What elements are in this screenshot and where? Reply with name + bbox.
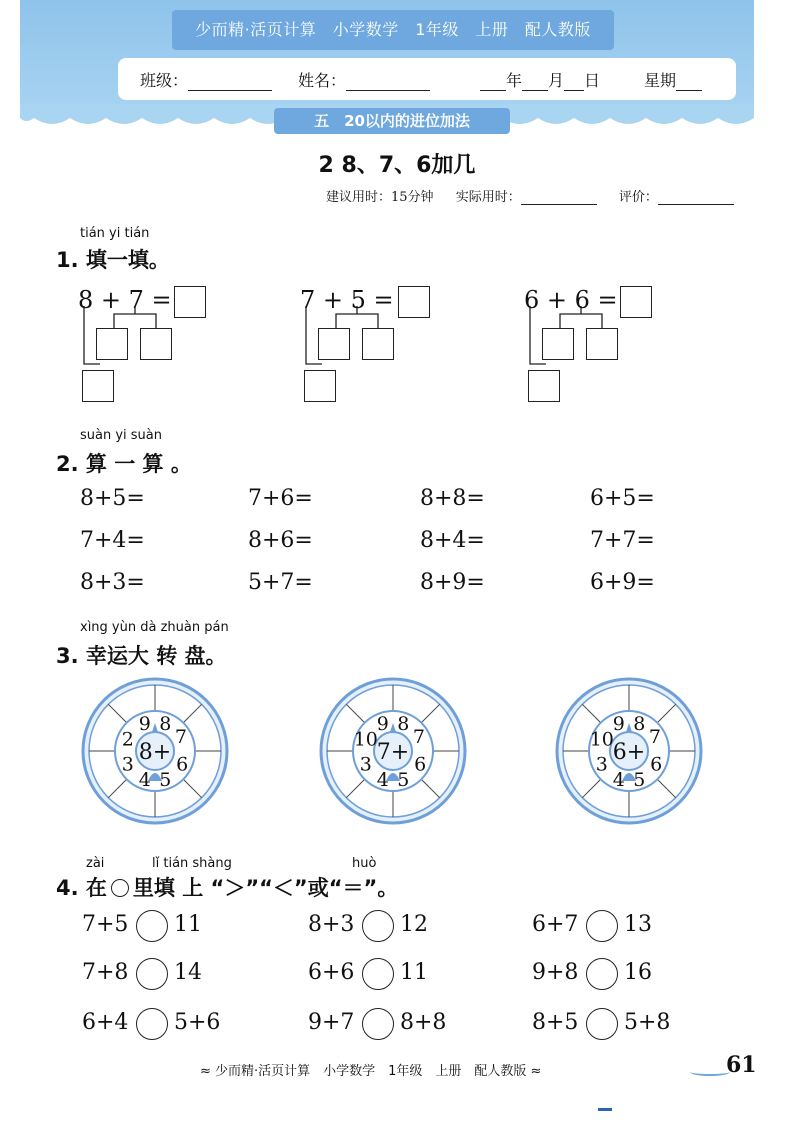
wheel-number: 7 (174, 726, 188, 748)
wheel-number: 7 (648, 726, 662, 748)
fill-group-1 (78, 286, 238, 416)
wheel-number: 10 (353, 728, 378, 751)
actual-time-label: 实际用时： (455, 190, 521, 205)
compare-circle[interactable] (586, 910, 618, 942)
compare-right: 16 (624, 960, 652, 985)
year-label: 年 (506, 71, 523, 90)
calc-item[interactable]: 8+6= (248, 528, 313, 553)
compare-right: 14 (174, 960, 202, 985)
date-field[interactable] (480, 68, 600, 91)
compare-left: 9+8 (532, 960, 579, 985)
equation: 6 + 6 = (524, 286, 618, 314)
class-label: 班级： (140, 71, 189, 90)
split-box[interactable] (318, 328, 350, 360)
split-box[interactable] (140, 328, 172, 360)
section2-title: 2. 算 一 算 。 (56, 452, 192, 476)
fill-group-3 (524, 286, 684, 416)
lucky-wheel-1[interactable] (80, 676, 230, 826)
section1-pinyin: tián yi tián (80, 226, 150, 241)
equation: 7 + 5 = (300, 286, 394, 314)
section1-title: 1. 填一填。 (56, 248, 170, 272)
calc-item[interactable]: 6+9= (590, 570, 655, 595)
month-label: 月 (548, 71, 565, 90)
compare-left: 9+7 (308, 1010, 355, 1035)
calc-item[interactable]: 8+5= (80, 486, 145, 511)
rating-blank[interactable] (658, 187, 734, 205)
circle-icon (111, 879, 129, 897)
wheel-number: 3 (595, 753, 608, 776)
wheel-number: 6 (414, 753, 427, 776)
split-box[interactable] (542, 328, 574, 360)
compare-left: 6+6 (308, 960, 355, 985)
wheel-number: 4 (138, 769, 151, 792)
answer-box[interactable] (620, 286, 652, 318)
wheel-center-label: 7+ (376, 740, 410, 765)
wheel-number: 4 (612, 769, 625, 792)
compare-left: 8+3 (308, 912, 355, 937)
wheel-number: 4 (376, 769, 389, 792)
day-label: 日 (584, 71, 601, 90)
compare-circle[interactable] (136, 910, 168, 942)
wheel-number: 5 (633, 769, 646, 792)
wheel-number: 3 (121, 753, 134, 776)
calc-item[interactable]: 8+8= (420, 486, 485, 511)
compare-left: 6+7 (532, 912, 579, 937)
calc-item[interactable]: 7+7= (590, 528, 655, 553)
split-box[interactable] (362, 328, 394, 360)
wheel-number: 9 (376, 712, 389, 735)
actual-time-blank[interactable] (521, 187, 597, 205)
wheel-number: 6 (176, 753, 189, 776)
wheel-number: 9 (612, 712, 625, 735)
page-swoosh-decoration (690, 1068, 730, 1076)
compare-right: 5+6 (174, 1010, 221, 1035)
sum-box[interactable] (528, 370, 560, 402)
wheel-number: 7 (412, 726, 426, 748)
section4-title-a: 4. 在 (56, 876, 107, 900)
section3-title: 3. 幸运大 转 盘。 (56, 644, 227, 668)
compare-circle[interactable] (136, 1008, 168, 1040)
suggested-time: 建议用时：15分钟 (326, 190, 434, 205)
compare-circle[interactable] (136, 958, 168, 990)
section4-title (56, 872, 398, 902)
rating-label: 评价： (618, 190, 658, 205)
wheel-number: 8 (397, 712, 410, 735)
section4-pinyin-zai: zài (86, 856, 105, 871)
fill-group-2 (300, 286, 460, 416)
wheel-number: 3 (359, 753, 372, 776)
bottom-mark (598, 1108, 612, 1111)
compare-right: 12 (400, 912, 428, 937)
compare-circle[interactable] (586, 958, 618, 990)
compare-right: 13 (624, 912, 652, 937)
class-field[interactable] (140, 68, 272, 91)
calc-item[interactable]: 8+4= (420, 528, 485, 553)
wheel-number: 5 (397, 769, 410, 792)
compare-circle[interactable] (586, 1008, 618, 1040)
unit-tab: 五 20以内的进位加法 (274, 108, 510, 134)
compare-circle[interactable] (362, 1008, 394, 1040)
section2-pinyin: suàn yi suàn (80, 428, 163, 443)
wheel-number: 8 (159, 712, 172, 735)
wheel-center-label: 6+ (612, 740, 646, 765)
compare-right: 11 (174, 912, 202, 937)
name-label: 姓名： (298, 71, 347, 90)
sum-box[interactable] (304, 370, 336, 402)
wheel-number: 6 (650, 753, 663, 776)
split-box[interactable] (96, 328, 128, 360)
compare-circle[interactable] (362, 958, 394, 990)
wheel-number: 9 (138, 712, 151, 735)
section3-pinyin: xìng yùn dà zhuàn pán (80, 620, 229, 635)
name-field[interactable] (298, 68, 430, 91)
answer-box[interactable] (398, 286, 430, 318)
wheel-number: 5 (159, 769, 172, 792)
wheel-number: 10 (589, 728, 614, 751)
section4-pinyin-li: lǐ tián shàng (152, 856, 232, 871)
footer-text: ≈ 少而精·活页计算 小学数学 1年级 上册 配人教版 ≈ (200, 1064, 542, 1079)
wheel-number: 2 (121, 728, 134, 751)
lesson-title: 2 8、7、6加几 (318, 153, 476, 178)
section4-pinyin-huo: huò (352, 856, 377, 871)
time-row (326, 186, 734, 205)
calc-item[interactable]: 6+5= (590, 486, 655, 511)
compare-right: 5+8 (624, 1010, 671, 1035)
wheel-center-label: 8+ (138, 740, 172, 765)
lucky-wheel-2[interactable] (318, 676, 468, 826)
book-title: 少而精·活页计算 小学数学 1年级 上册 配人教版 (172, 10, 614, 50)
lucky-wheel-3[interactable] (554, 676, 704, 826)
calc-item[interactable]: 7+6= (248, 486, 313, 511)
compare-left: 6+4 (82, 1010, 129, 1035)
section4-title-b: 里填 上 “＞”“＜”或“＝”。 (132, 876, 399, 900)
weekday-field[interactable] (644, 68, 702, 91)
sum-box[interactable] (82, 370, 114, 402)
weekday-label: 星期 (644, 71, 677, 90)
compare-right: 11 (400, 960, 428, 985)
compare-left: 8+5 (532, 1010, 579, 1035)
wheel-number: 8 (633, 712, 646, 735)
compare-left: 7+8 (82, 960, 129, 985)
page-number: 61 (726, 1052, 757, 1078)
compare-circle[interactable] (362, 910, 394, 942)
calc-item[interactable]: 7+4= (80, 528, 145, 553)
calc-item[interactable]: 8+3= (80, 570, 145, 595)
calc-item[interactable]: 5+7= (248, 570, 313, 595)
answer-box[interactable] (174, 286, 206, 318)
calc-item[interactable]: 8+9= (420, 570, 485, 595)
compare-left: 7+5 (82, 912, 129, 937)
student-info-bar (118, 58, 736, 100)
split-box[interactable] (586, 328, 618, 360)
equation: 8 + 7 = (78, 286, 172, 314)
compare-right: 8+8 (400, 1010, 447, 1035)
